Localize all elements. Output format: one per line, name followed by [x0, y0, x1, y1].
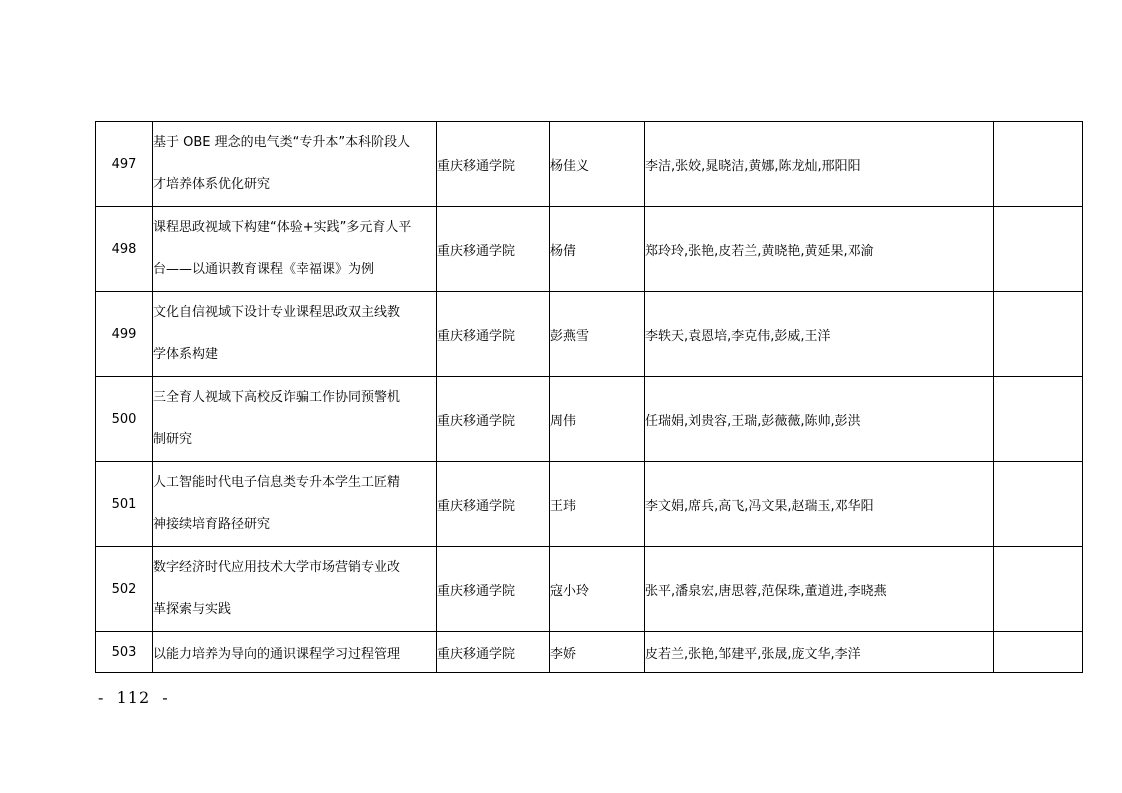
extra-cell: [994, 547, 1083, 632]
project-title-line-2: 才培养体系优化研究: [153, 177, 271, 192]
row-number: 500: [96, 377, 153, 462]
unit-name: 重庆移通学院: [437, 462, 550, 547]
project-title: [153, 207, 437, 292]
project-title-line-1: 文化自信视域下设计专业课程思政双主线教: [153, 305, 401, 320]
project-title-line-2: 台——以通识教育课程《幸福课》为例: [153, 262, 375, 277]
table-row: [96, 462, 1083, 547]
extra-cell: [994, 292, 1083, 377]
project-title: [153, 547, 437, 632]
project-lead: 寇小玲: [550, 547, 645, 632]
team-members: 皮若兰,张艳,邹建平,张晟,庞文华,李洋: [645, 632, 994, 673]
project-title: [153, 462, 437, 547]
row-number: 502: [96, 547, 153, 632]
project-lead: 李娇: [550, 632, 645, 673]
project-title-line-1: 数字经济时代应用技术大学市场营销专业改: [153, 560, 401, 575]
project-title: [153, 292, 437, 377]
team-members: 李轶天,袁恩培,李克伟,彭威,王洋: [645, 292, 994, 377]
project-lead: 周伟: [550, 377, 645, 462]
project-lead: 杨佳义: [550, 122, 645, 207]
table-row: [96, 547, 1083, 632]
team-members: 张平,潘泉宏,唐思蓉,范保珠,董道进,李晓燕: [645, 547, 994, 632]
row-number: 501: [96, 462, 153, 547]
unit-name: 重庆移通学院: [437, 632, 550, 673]
project-title-line-1: 基于 OBE 理念的电气类“专升本”本科阶段人: [153, 135, 411, 150]
unit-name: 重庆移通学院: [437, 207, 550, 292]
project-title-line-2: 学体系构建: [153, 347, 219, 362]
unit-name: 重庆移通学院: [437, 122, 550, 207]
team-members: 李洁,张姣,晁晓洁,黄娜,陈龙灿,邢阳阳: [645, 122, 994, 207]
page-number: - 112 -: [98, 688, 169, 707]
row-number: 499: [96, 292, 153, 377]
project-title-line-2: 制研究: [153, 432, 193, 447]
project-lead: 彭燕雪: [550, 292, 645, 377]
extra-cell: [994, 462, 1083, 547]
extra-cell: [994, 207, 1083, 292]
unit-name: 重庆移通学院: [437, 377, 550, 462]
project-title: [153, 377, 437, 462]
unit-name: 重庆移通学院: [437, 292, 550, 377]
project-title-line-1: 三全育人视域下高校反诈骗工作协同预警机: [153, 390, 401, 405]
team-members: 任瑞娟,刘贵容,王瑞,彭薇薇,陈帅,彭洪: [645, 377, 994, 462]
table-row: [96, 377, 1083, 462]
project-table: [95, 121, 1083, 673]
project-title-line-1: 人工智能时代电子信息类专升本学生工匠精: [153, 475, 401, 490]
row-number: 497: [96, 122, 153, 207]
project-title: 以能力培养为导向的通识课程学习过程管理: [153, 632, 437, 673]
row-number: 498: [96, 207, 153, 292]
team-members: 李文娟,席兵,高飞,冯文果,赵瑞玉,邓华阳: [645, 462, 994, 547]
project-lead: 杨倩: [550, 207, 645, 292]
project-title-line-2: 革探索与实践: [153, 602, 232, 617]
unit-name: 重庆移通学院: [437, 547, 550, 632]
table-row: [96, 207, 1083, 292]
extra-cell: [994, 122, 1083, 207]
team-members: 郑玲玲,张艳,皮若兰,黄晓艳,黄延果,邓渝: [645, 207, 994, 292]
table-row: [96, 122, 1083, 207]
extra-cell: [994, 377, 1083, 462]
project-title: [153, 122, 437, 207]
extra-cell: [994, 632, 1083, 673]
project-title-line-1: 课程思政视域下构建“体验+实践”多元育人平: [153, 220, 412, 235]
project-lead: 王玮: [550, 462, 645, 547]
table-row: [96, 632, 1083, 673]
row-number: 503: [96, 632, 153, 673]
project-title-line-2: 神接续培育路径研究: [153, 517, 271, 532]
table-row: [96, 292, 1083, 377]
